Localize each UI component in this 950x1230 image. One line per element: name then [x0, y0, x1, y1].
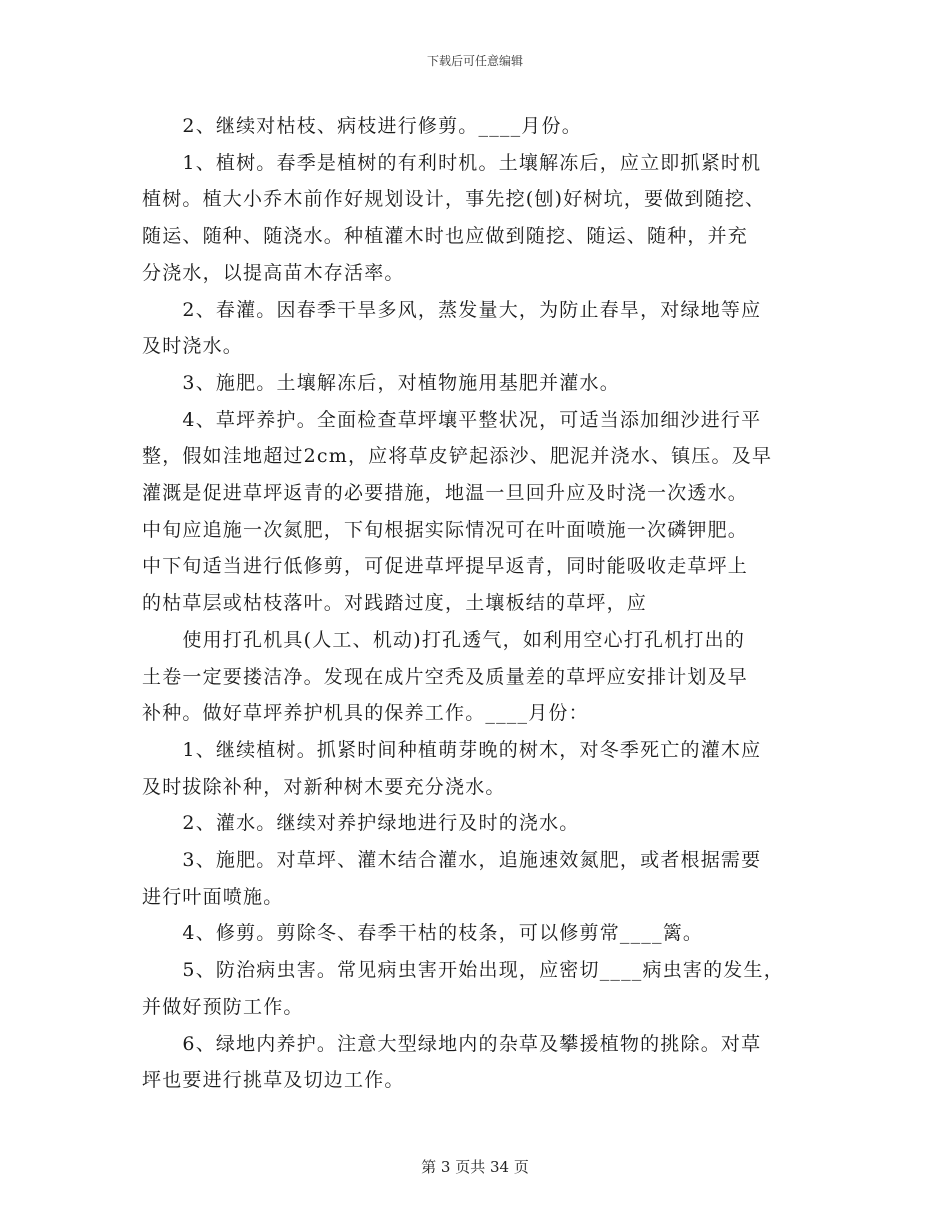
text-line: 2、春灌。因春季干旱多风，蒸发量大，为防止春旱，对绿地等应 — [142, 298, 762, 321]
document-body — [142, 108, 810, 1099]
text-line: 1、植树。春季是植树的有利时机。土壤解冻后，应立即抓紧时机 — [142, 151, 762, 174]
text-line: 4、草坪养护。全面检查草坪壤平整状况，可适当添加细沙进行平 — [142, 408, 762, 431]
page-header: 下载后可任意编辑 — [426, 54, 523, 68]
text-line: 的枯草层或枯枝落叶。对践踏过度，土壤板结的草坪，应 — [142, 592, 648, 615]
text-line: 6、绿地内养护。注意大型绿地内的杂草及攀援植物的挑除。对草 — [142, 1032, 762, 1055]
text-line: 1、继续植树。抓紧时间种植萌芽晚的树木，对冬季死亡的灌木应 — [142, 738, 762, 761]
text-line: 2、继续对枯枝、病枝进行修剪。____月份。 — [142, 115, 582, 137]
text-line: 中旬应追施一次氮肥，下旬根据实际情况可在叶面喷施一次磷钾肥。 — [142, 518, 749, 541]
text-line: 进行叶面喷施。 — [142, 885, 284, 908]
text-line: 植树。植大小乔木前作好规划设计，事先挖(刨)好树坑，要做到随挖、 — [142, 188, 766, 211]
text-line: 中下旬适当进行低修剪，可促进草坪提早返青，同时能吸收走草坪上 — [142, 555, 749, 578]
text-line: 3、施肥。土壤解冻后，对植物施用基肥并灌水。 — [142, 371, 620, 394]
text-line: 使用打孔机具(人工、机动)打孔透气，如利用空心打孔机打出的 — [142, 628, 746, 651]
text-line: 并做好预防工作。 — [142, 995, 304, 1018]
text-line: 5、防治病虫害。常见病虫害开始出现，应密切____病虫害的发生， — [142, 959, 784, 982]
text-line: 补种。做好草坪养护机具的保养工作。____月份： — [142, 702, 589, 725]
text-line: 土卷一定要搂洁净。发现在成片空秃及质量差的草坪应安排计划及早 — [142, 665, 749, 688]
text-line: 4、修剪。剪除冬、春季干枯的枝条，可以修剪常____篱。 — [142, 922, 704, 945]
text-line: 随运、随种、随浇水。种植灌木时也应做到随挖、随运、随种，并充 — [142, 225, 749, 248]
text-line: 及时浇水。 — [142, 335, 244, 358]
page-number: 第 3 页共 34 页 — [421, 1158, 529, 1176]
text-line: 坪也要进行挑草及切边工作。 — [142, 1069, 405, 1092]
text-line: 3、施肥。对草坪、灌木结合灌水，追施速效氮肥，或者根据需要 — [142, 849, 762, 872]
text-line: 灌溉是促进草坪返青的必要措施，地温一旦回升应及时浇一次透水。 — [142, 482, 749, 505]
text-line: 整，假如洼地超过2cm，应将草皮铲起添沙、肥泥并浇水、镇压。及早 — [142, 445, 773, 468]
text-line: 及时拔除补种，对新种树木要充分浇水。 — [142, 775, 506, 798]
text-line: 2、灌水。继续对养护绿地进行及时的浇水。 — [142, 812, 580, 835]
text-line: 分浇水，以提高苗木存活率。 — [142, 261, 405, 284]
